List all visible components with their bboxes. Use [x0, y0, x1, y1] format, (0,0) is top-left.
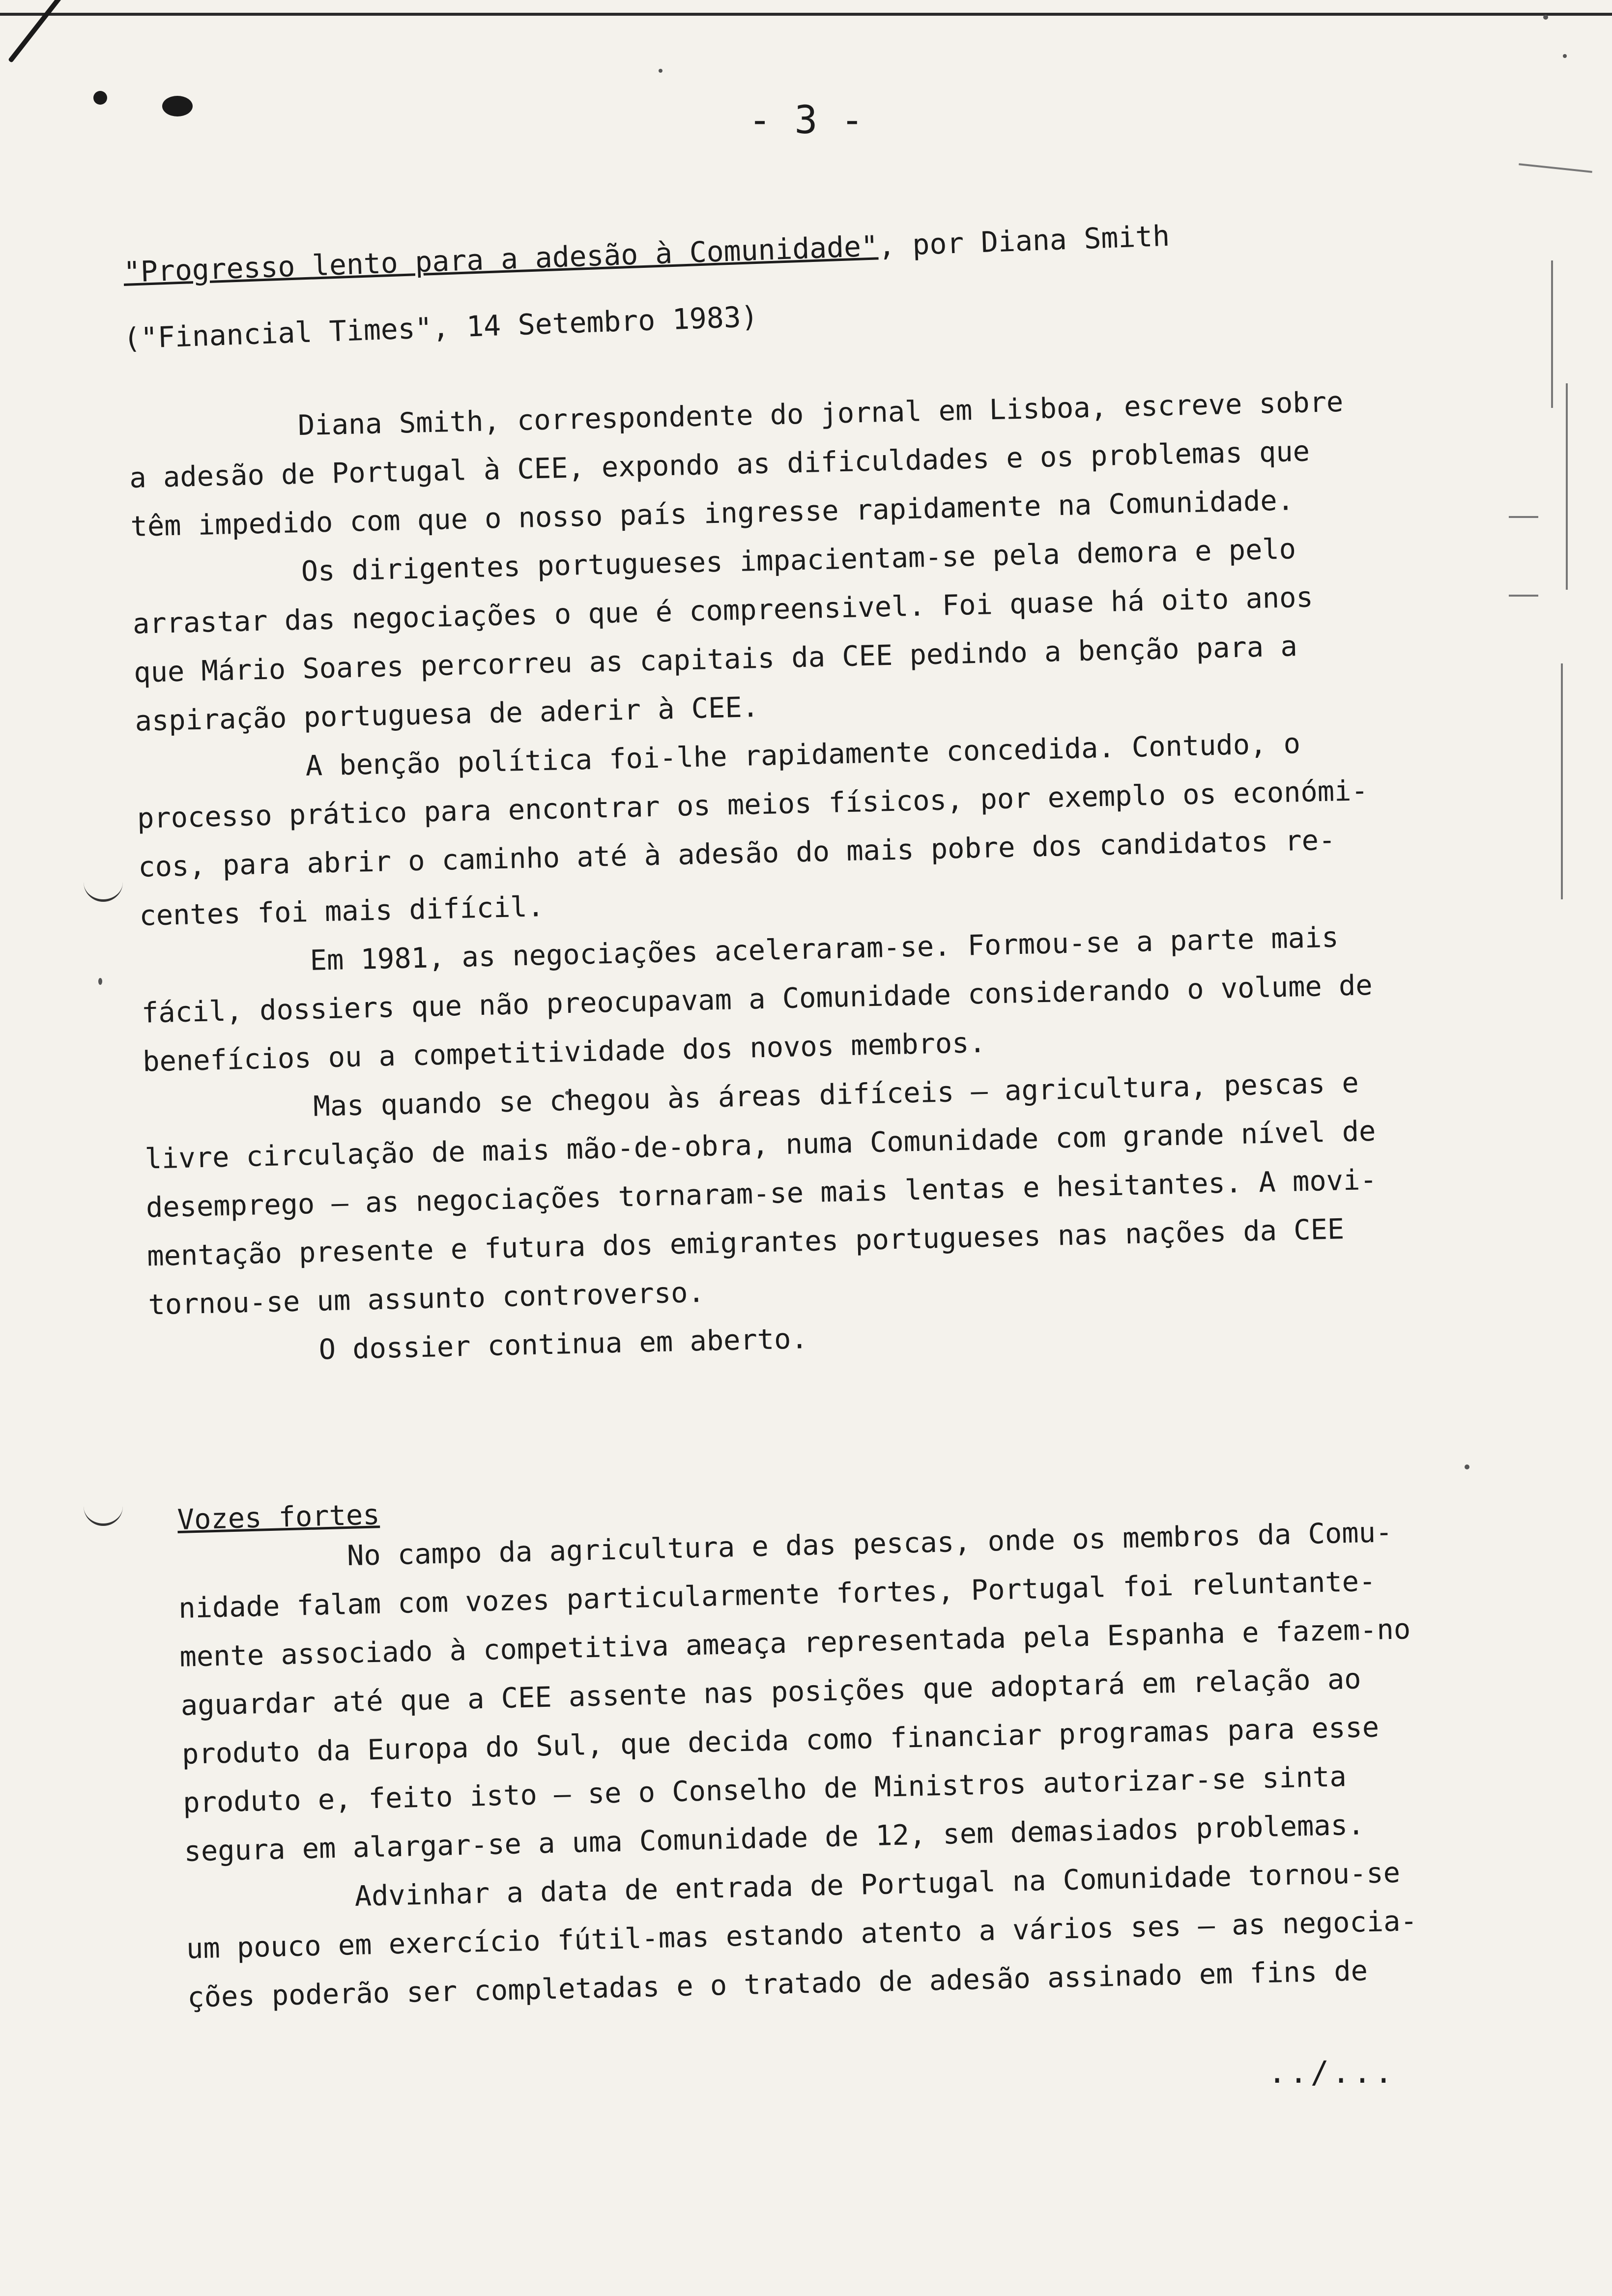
text-line: arrastar das negociações o que é compreensivel. Foi quase há oito anos: [132, 581, 1314, 640]
margin-arc: [84, 1504, 123, 1526]
margin-arc: [84, 880, 123, 902]
text-line: mentação presente e futura dos emigrantes portugueses nas nações da CEE: [146, 1213, 1345, 1273]
text-line: centes foi mais difícil.: [139, 890, 545, 932]
text-line: a adesão de Portugal à CEE, expondo as dificuldades e os problemas que: [129, 435, 1310, 494]
margin-mark: [1551, 260, 1553, 408]
margin-mark: [1509, 595, 1538, 597]
text-line: fácil, dossiers que não preocupavam a Comunidade considerando o volume de: [141, 969, 1373, 1030]
text-line: segura em alargar-se a uma Comunidade de 12, sem demasiados problemas.: [183, 1808, 1365, 1868]
page-number: - 3 -: [748, 98, 864, 143]
speck: [659, 69, 662, 73]
text-line: A benção política foi-lhe rapidamente concedida. Contudo, o: [305, 727, 1301, 782]
section-1-body: [128, 374, 1506, 1378]
text-line: que Mário Soares percorreu as capitais da CEE pedindo a benção para a: [133, 630, 1298, 689]
text-line: processo prático para encontrar os meios físicos, por exemplo os económi-: [137, 774, 1369, 835]
text-line: benefícios ou a competitividade dos novos membros.: [142, 1026, 986, 1078]
text-line: No campo da agricultura e das pescas, onde os membros da Comu-: [346, 1516, 1393, 1573]
margin-mark: [1561, 663, 1563, 899]
speck: [1465, 1464, 1469, 1469]
text-line: O dossier continua em aberto.: [318, 1322, 808, 1366]
pen-mark: [8, 0, 69, 63]
article-source: ("Financial Times", 14 Setembro 1983): [123, 299, 759, 355]
margin-mark: [1566, 383, 1568, 590]
text-line: desemprego — as negociações tornaram-se mais lentas e hesitantes. A movi-: [145, 1163, 1378, 1224]
top-rule: [0, 13, 1612, 16]
section-heading-vozes-fortes: Vozes fortes: [177, 1498, 380, 1536]
continuation-mark: ../...: [1268, 2054, 1396, 2090]
text-line: produto da Europa do Sul, que decida como financiar programas para esse: [181, 1711, 1380, 1771]
text-line: nidade falam com vozes particularmente fortes, Portugal foi reluntante-: [178, 1565, 1376, 1625]
text-line: tornou-se um assunto controverso.: [147, 1276, 705, 1321]
text-line: um pouco em exercício fútil-mas estando atento a vários ses — as negocia-: [186, 1904, 1418, 1965]
section-2-body: [177, 1506, 1505, 2022]
text-line: Em 1981, as negociações aceleraram-se. Formou-se a parte mais: [309, 921, 1339, 977]
text-line: produto e, feito isto — se o Conselho de Ministros autorizar-se sinta: [182, 1760, 1347, 1819]
text-line: ções poderão ser completadas e o tratado de adesão assinado em fins de: [187, 1954, 1368, 2014]
text-line: têm impedido com que o nosso país ingresse rapidamente na Comunidade.: [130, 484, 1295, 543]
text-line: mente associado à competitiva ameaça representada pela Espanha e fazem-no: [179, 1613, 1411, 1673]
margin-mark: [1519, 163, 1592, 173]
article-byline: , por Diana Smith: [877, 219, 1171, 263]
text-line: Advinhar a data de entrada de Portugal na Comunidade tornou-se: [354, 1856, 1401, 1913]
article-title: [123, 219, 1170, 289]
text-line: aguardar até que a CEE assente nas posições que adoptará em relação ao: [180, 1663, 1362, 1722]
text-line: Diana Smith, correspondente do jornal em Lisboa, escreve sobre: [297, 385, 1344, 442]
text-line: livre circulação de mais mão-de-obra, numa Comunidade com grande nível de: [144, 1115, 1377, 1176]
text-line: cos, para abrir o caminho até à adesão do mais pobre dos candidatos re-: [138, 824, 1336, 884]
text-line: Os dirigentes portugueses impacientam-se pela demora e pelo: [301, 533, 1296, 588]
speck: [98, 978, 102, 985]
text-line: Mas quando se chegou às áreas difíceis — agricultura, pescas e: [313, 1066, 1359, 1123]
text-line: aspiração portuguesa de aderir à CEE.: [134, 691, 759, 738]
speck: [1563, 54, 1567, 58]
margin-mark: [1509, 516, 1538, 518]
article-title-text: "Progresso lento para a adesão à Comunidade": [123, 229, 879, 289]
speck: [1543, 15, 1548, 20]
